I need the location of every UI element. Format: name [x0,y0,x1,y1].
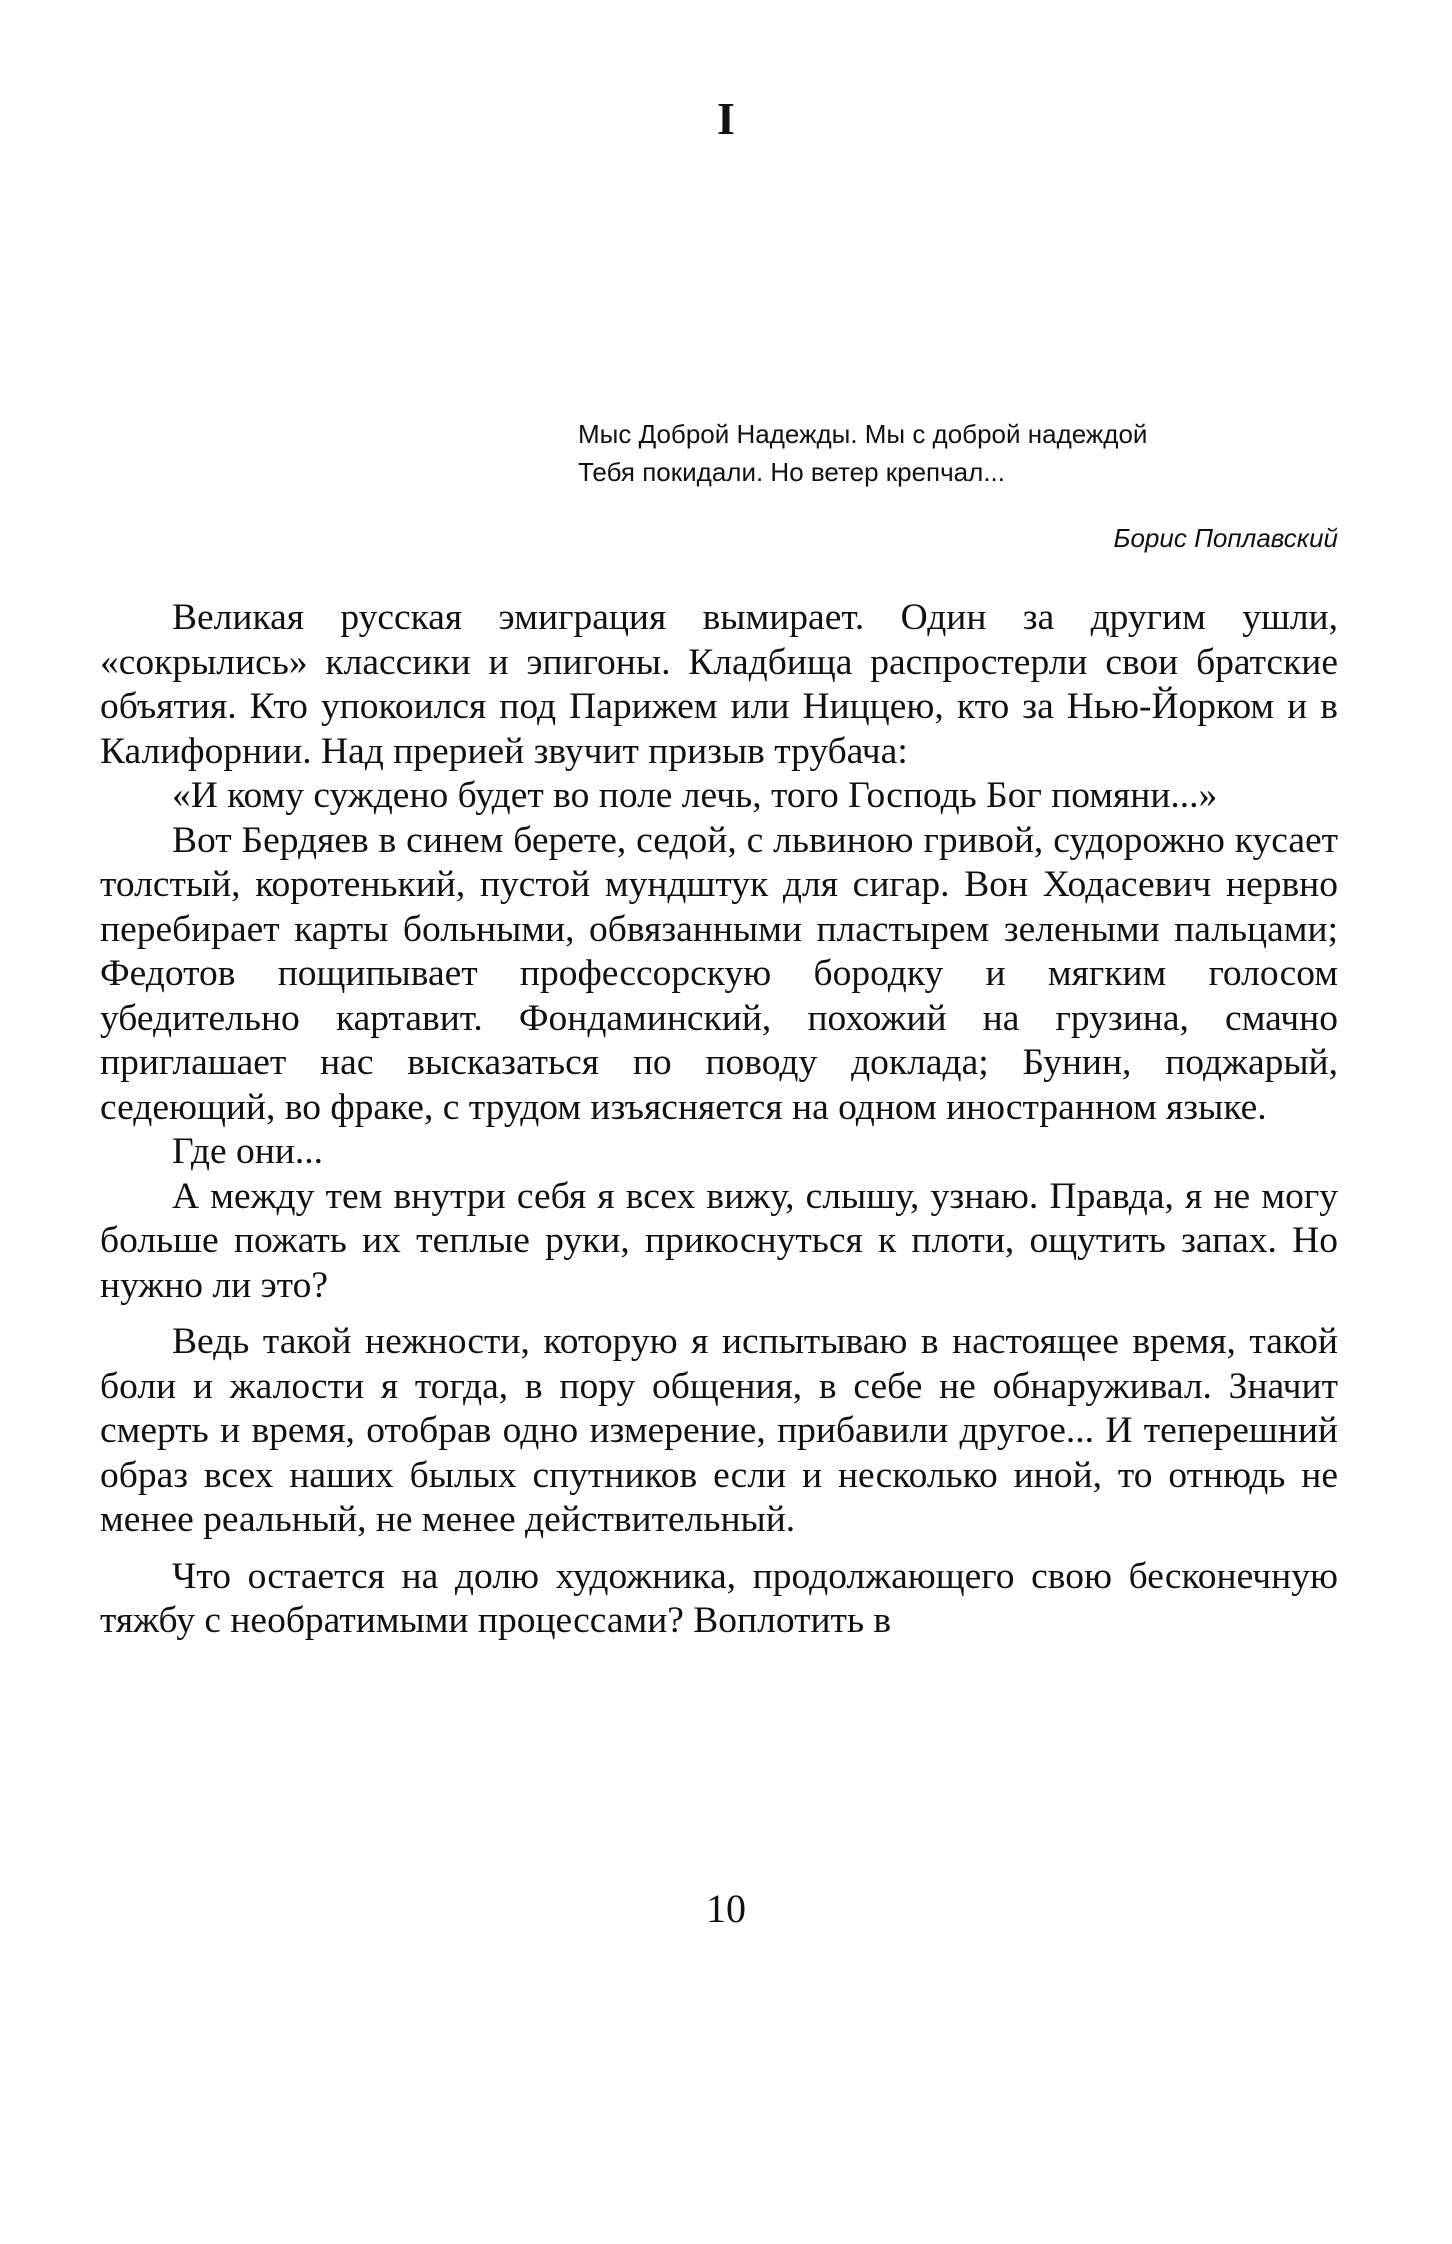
page-number: 10 [706,1886,746,1931]
epigraph-line-1: Мыс Доброй Надежды. Мы с доброй надеждой [578,419,1148,449]
paragraph-6: Ведь такой нежности, которую я испытываю в настоящее время, такой боли и жалости я тогда, в пору общения, в себе не обнаруживал. Значит смерть и время, отобрав одно измерение, прибавили другое... И теперешний образ всех наших былых спутников если и несколько иной, то отнюдь не менее реальный, не менее действительный. [100,1321,1338,1540]
paragraph-7: Что остается на долю художника, продолжающего свою бесконечную тяжбу с необратимыми процессами? Воплотить в [100,1555,1338,1641]
paragraph-5: А между тем внутри себя я всех вижу, слышу, узнаю. Правда, я не могу больше пожать их теплые руки, прикоснуться к плоти, ощутить запах. Но нужно ли это? [100,1175,1338,1306]
body-text [100,596,1338,1644]
paragraph-4: Где они... [172,1131,323,1172]
chapter-number: I [717,93,735,144]
paragraph-2: «И кому суждено будет во поле лечь, того Господь Бог помяни...» [172,775,1218,816]
epigraph [578,415,1338,557]
epigraph-author: Борис Поплавский [1113,523,1338,553]
paragraph-1: Великая русская эмиграция вымирает. Один за другим ушли, «сокрылись» классики и эпигоны. Кладбища распростерли свои братские объятия. Кто упокоился под Парижем или Ниццею, кто за Нью-Йорком и в Калифорнии. Над прерией звучит призыв трубача: [100,597,1338,772]
paragraph-3: Вот Бердяев в синем берете, седой, с львиною гривой, судорожно кусает толстый, коротенький, пустой мундштук для сигар. Вон Ходасевич нервно перебирает карты больными, обвязанными пластырем зелеными пальцами; Федотов пощипывает профессорскую бородку и мягким голосом убедительно картавит. Фондаминский, похожий на грузина, смачно приглашает нас высказаться по поводу доклада; Бунин, поджарый, седеющий, во фраке, с трудом изъясняется на одном иностранном языке. [100,819,1338,1128]
epigraph-line-2: Тебя покидали. Но ветер крепчал... [578,457,1005,487]
